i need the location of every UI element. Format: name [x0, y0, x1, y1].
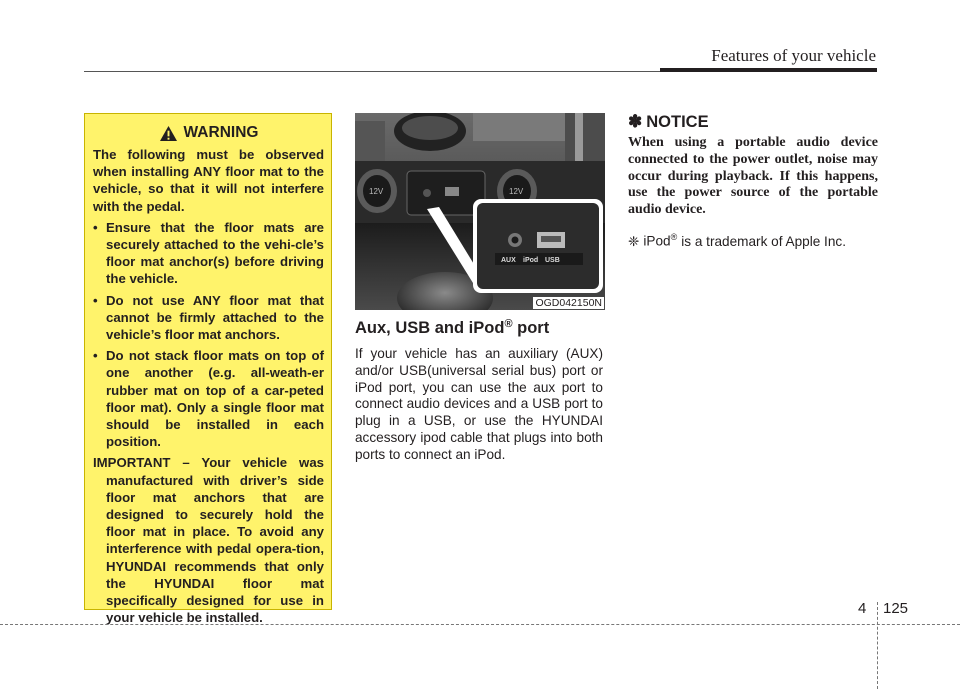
trademark-note — [628, 232, 846, 250]
notice-star-icon: ✽ — [628, 112, 643, 131]
warning-title: WARNING — [183, 124, 259, 141]
trademark-reg: ® — [670, 232, 678, 242]
footer-rule — [0, 624, 960, 625]
section-title-suffix: port — [512, 319, 550, 337]
chapter-number: 4 — [858, 600, 867, 617]
port-label-aux: AUX — [501, 257, 516, 264]
warning-intro: The following must be observed when installing ANY floor mat to the vehicle, so that it will not interfere with the pedal. — [93, 147, 324, 214]
warning-list — [93, 219, 324, 451]
warning-bullet: • Do not stack floor mats on top of one another (e.g. all-weath-er rubber mat on top of a car-peted floor mat). Only a single floor mat should be installed in each position. — [93, 347, 324, 450]
header-title: Features of your vehicle — [711, 46, 876, 65]
section-title-reg: ® — [504, 318, 513, 330]
notice-header — [628, 112, 709, 132]
warning-box — [84, 113, 332, 626]
trademark-text: is a trademark of Apple Inc. — [681, 233, 846, 249]
header-rule-accent — [660, 68, 877, 72]
trademark-symbol-icon: ❈ — [628, 233, 640, 249]
notice-body: When using a portable audio device connected to the power outlet, noise may occur during playback. If this happens, use the power source of the portable audio device. — [628, 135, 878, 218]
port-label-ipod: iPod — [523, 257, 539, 264]
socket-label: 12V — [509, 187, 524, 196]
warning-triangle-icon — [159, 125, 178, 142]
trademark-brand: iPod — [643, 233, 671, 249]
notice-title: NOTICE — [646, 112, 709, 131]
warning-bullet: • Ensure that the floor mats are securely attached to the vehi-cle’s floor mat anchor(s) before driving the vehicle. — [93, 219, 324, 288]
warning-important: IMPORTANT – Your vehicle was manufactured with driver’s side floor mat anchors that are designed to securely hold the floor mat in place. To avoid any interference with pedal opera-tion, HYUNDAI recommends that only the HYUNDAI floor mat specifically designed for use in your vehicle be installed. — [93, 455, 324, 626]
photo-code: OGD042150N — [535, 297, 602, 309]
port-photo — [355, 113, 605, 310]
footer-divider — [877, 602, 878, 689]
section-title-text: Aux, USB and iPod — [355, 319, 505, 337]
warning-header — [93, 124, 324, 142]
page-number: 125 — [883, 600, 909, 617]
port-label-usb: USB — [545, 257, 560, 264]
section-title — [355, 318, 549, 338]
socket-label: 12V — [369, 187, 384, 196]
section-body: If your vehicle has an auxiliary (AUX) and/or USB(universal serial bus) port or iPod port, you can use the aux port to connect audio devices and a USB port to plug in a USB, or use the HYUNDAI accessory ipod cable that plugs into both ports to connect an iPod. — [355, 346, 603, 462]
warning-bullet: • Do not use ANY floor mat that cannot be firmly attached to the vehicle’s floor mat anchors. — [93, 292, 324, 344]
